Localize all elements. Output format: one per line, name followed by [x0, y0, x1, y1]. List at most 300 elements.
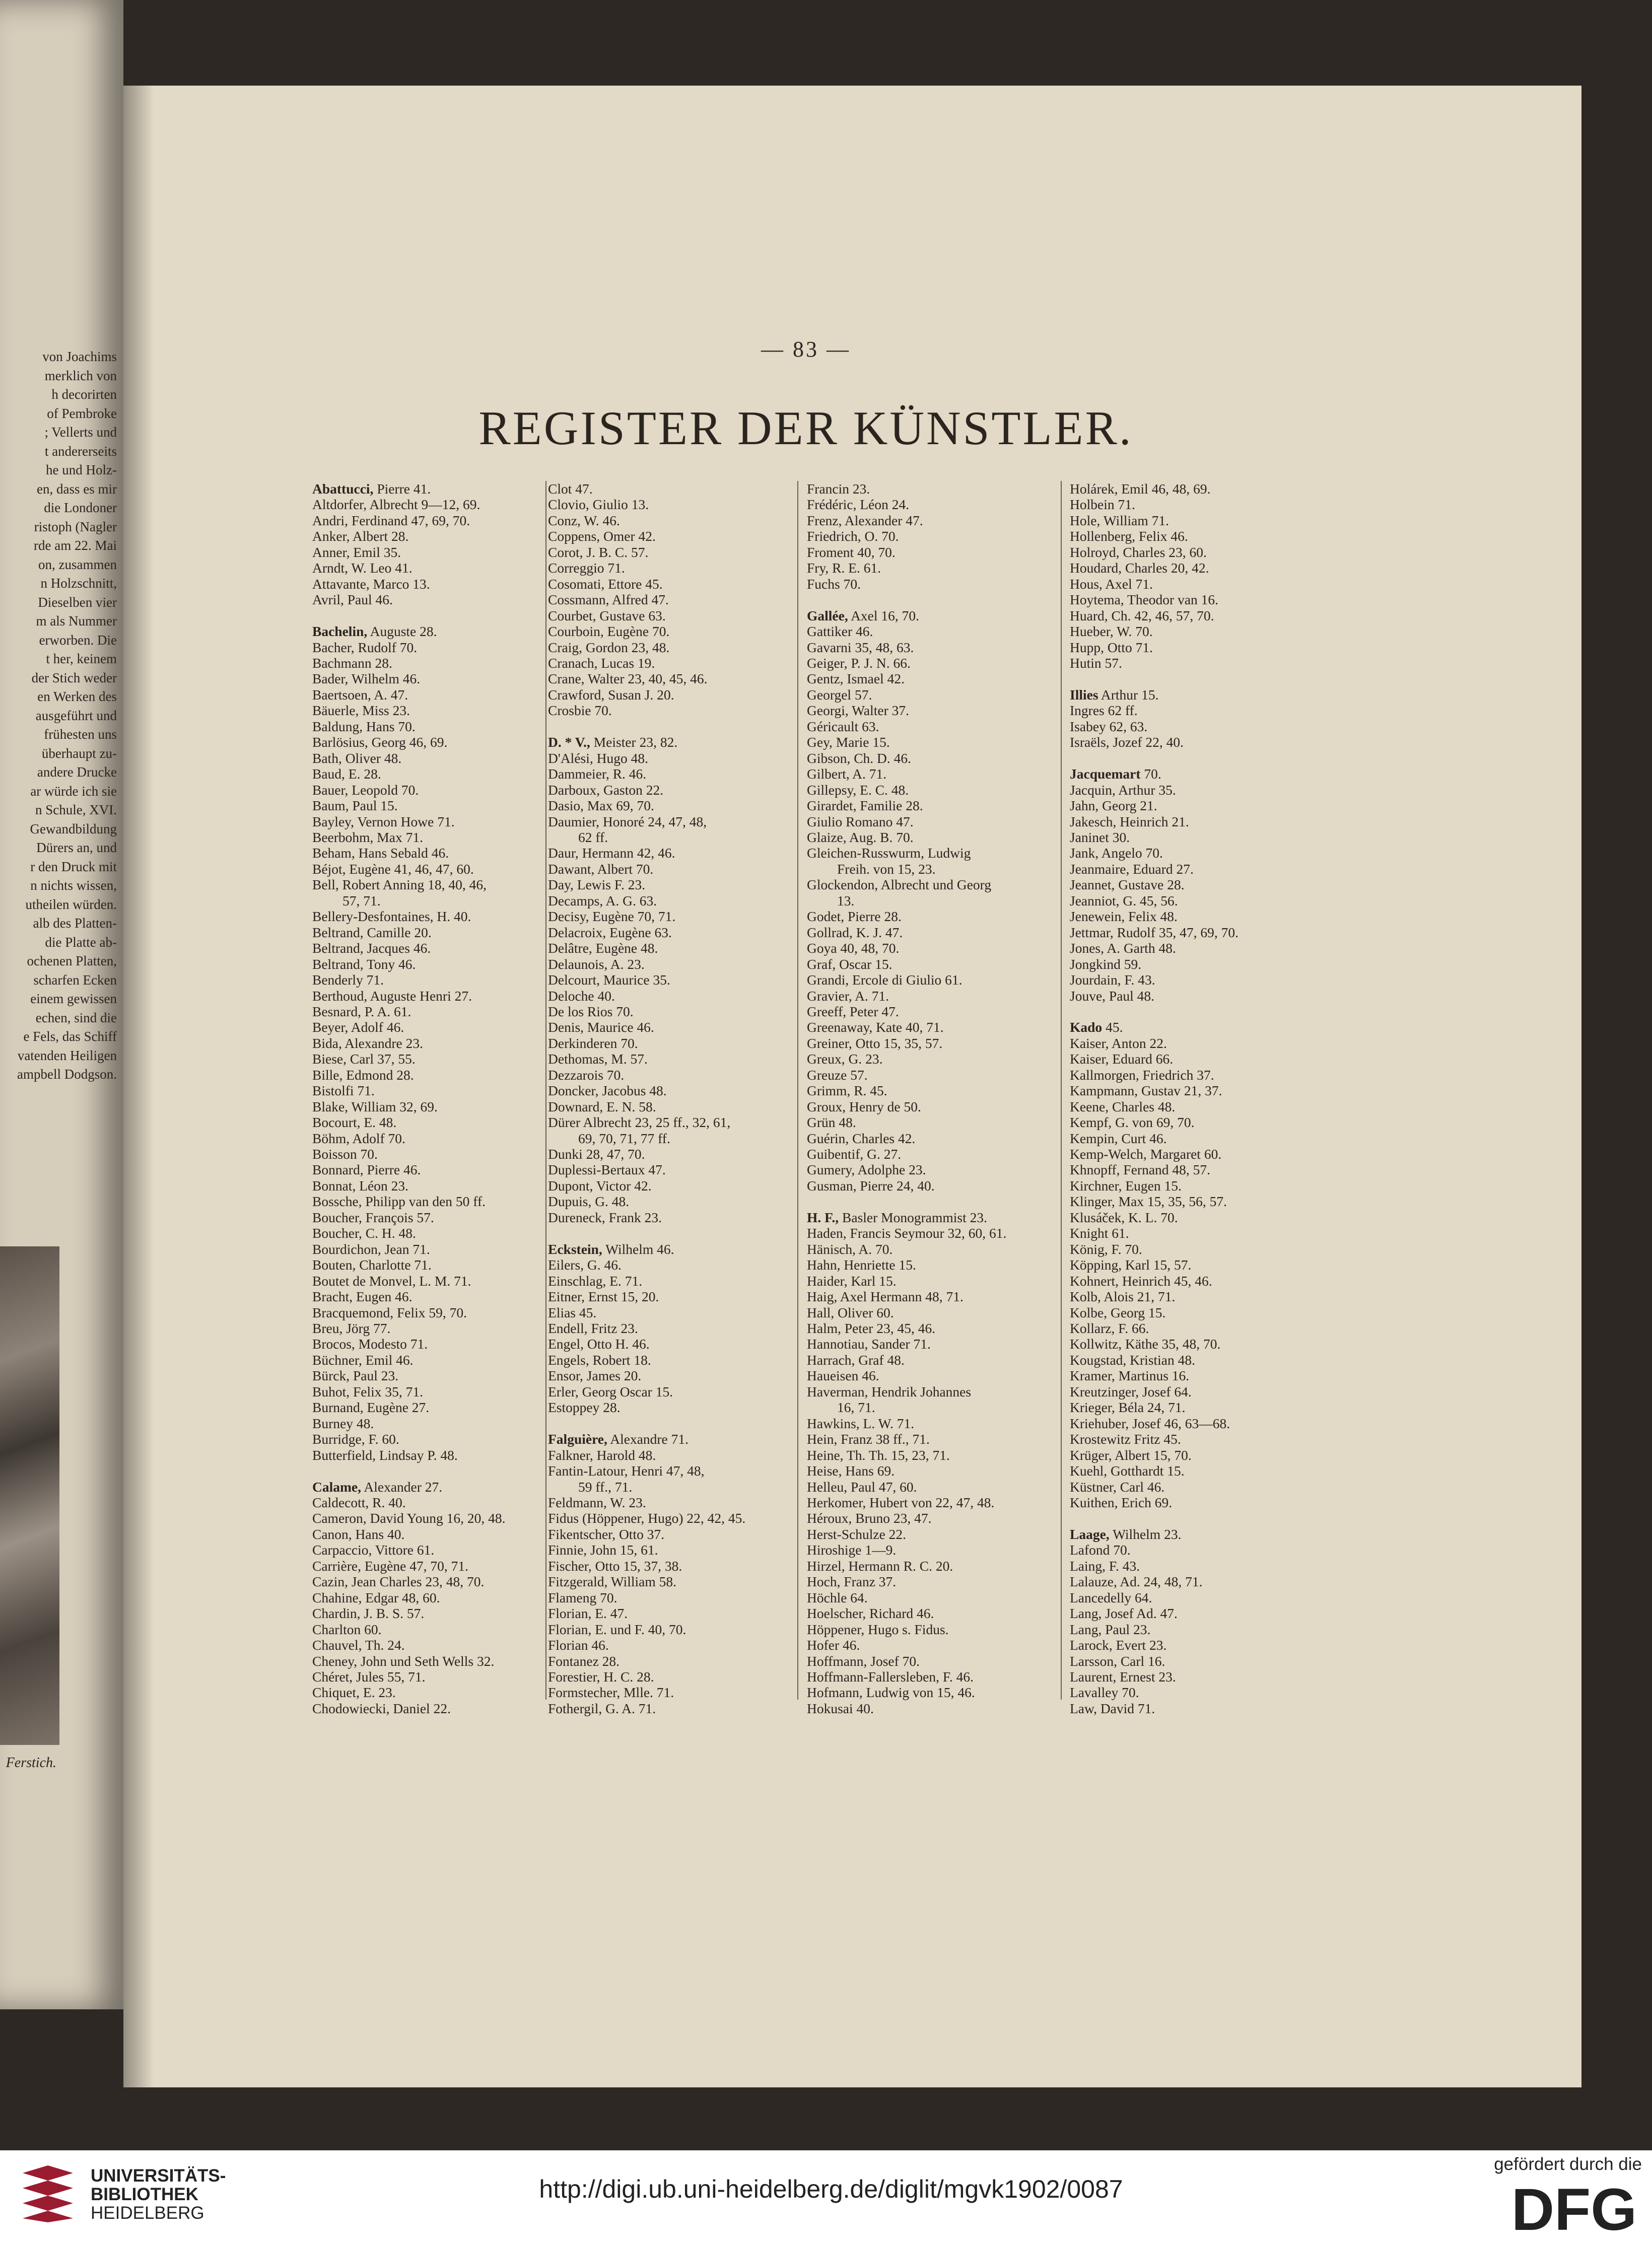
funding-label: gefördert durch die: [1494, 2154, 1642, 2174]
left-page-line: scharfen Ecken: [33, 972, 117, 988]
entry-text: Fuchs 70.: [807, 576, 861, 592]
register-entry: [548, 1669, 785, 1685]
entry-text: Kreutzinger, Josef 64.: [1070, 1383, 1192, 1399]
entry-text: Dureneck, Frank 23.: [548, 1209, 662, 1225]
entry-text: Beltrand, Camille 20.: [312, 924, 432, 940]
entry-text: Kriehuber, Josef 46, 63—68.: [1070, 1415, 1230, 1431]
register-entry: [548, 1241, 785, 1257]
register-entry: [807, 1637, 1051, 1653]
entry-text: Heise, Hans 69.: [807, 1463, 895, 1479]
entry-text: Derkinderen 70.: [548, 1035, 638, 1051]
register-entry: [1070, 877, 1319, 892]
register-entry: [807, 1273, 1051, 1289]
register-entry: [548, 1352, 785, 1368]
entry-text: Bossche, Philipp van den 50 ff.: [312, 1194, 486, 1210]
entry-text: Larsson, Carl 16.: [1070, 1653, 1165, 1669]
entry-text: Hupp, Otto 71.: [1070, 639, 1153, 655]
left-page-line: en Werken des: [37, 689, 117, 704]
entry-text: Alexander 27.: [361, 1479, 443, 1495]
register-entry: [1070, 782, 1319, 798]
entry-text: Jakesch, Heinrich 21.: [1070, 813, 1189, 829]
permalink-url[interactable]: http://digi.ub.uni-heidelberg.de/diglit/mgvk1902/0087: [539, 2175, 1123, 2203]
register-entry: [807, 1495, 1051, 1510]
entry-text: Feldmann, W. 23.: [548, 1495, 646, 1510]
register-entry: [312, 687, 534, 703]
entry-text: 70.: [1140, 766, 1161, 782]
entry-text: Barlösius, Georg 46, 69.: [312, 734, 448, 750]
register-entry: [312, 1384, 534, 1399]
register-entry: [548, 845, 785, 861]
entry-text: Kollwitz, Käthe 35, 48, 70.: [1070, 1336, 1221, 1352]
entry-text: Heine, Th. Th. 15, 23, 71.: [807, 1447, 950, 1463]
column-divider: [797, 481, 798, 1700]
entry-text: Biese, Carl 37, 55.: [312, 1051, 416, 1067]
register-entry: [548, 1542, 785, 1558]
register-entry: [548, 908, 785, 924]
register-entry: [807, 608, 1051, 623]
entry-text: Elias 45.: [548, 1304, 597, 1320]
left-page-line: t andererseits: [44, 443, 117, 459]
register-entry: [807, 1083, 1051, 1098]
entry-text: Decisy, Eugène 70, 71.: [548, 908, 676, 925]
register-entry: [807, 1479, 1051, 1495]
entry-text: Charlton 60.: [312, 1621, 382, 1637]
register-entry: [312, 1416, 534, 1431]
register-entry: [1070, 845, 1319, 861]
left-page-line: utheilen würden.: [25, 896, 117, 912]
register-entry: [548, 734, 785, 750]
register-entry: [312, 671, 534, 686]
entry-text: Forestier, H. C. 28.: [548, 1668, 654, 1685]
entry-text: Courbet, Gustave 63.: [548, 607, 666, 623]
register-entry: [807, 1622, 1051, 1637]
register-entry: [1070, 544, 1319, 560]
register-entry: [312, 988, 534, 1004]
entry-text: Crawford, Susan J. 20.: [548, 686, 674, 703]
register-entry: [1070, 1289, 1319, 1304]
entry-text: Krostewitz Fritz 45.: [1070, 1431, 1181, 1447]
register-entry: [312, 1352, 534, 1368]
register-entry: [807, 1368, 1051, 1383]
register-entry: [312, 1051, 534, 1067]
entry-text: Krieger, Béla 24, 71.: [1070, 1399, 1186, 1416]
register-entry: [312, 1336, 534, 1352]
entry-text: Crosbie 70.: [548, 703, 612, 719]
register-entry: [807, 1653, 1051, 1669]
register-entry: [548, 940, 785, 956]
register-entry: [1070, 972, 1319, 988]
register-entry: [312, 1067, 534, 1083]
register-entry: [548, 1194, 785, 1209]
entry-text: Beltrand, Tony 46.: [312, 956, 416, 972]
register-entry: [548, 481, 785, 497]
entry-headword: Bachelin,: [312, 623, 368, 640]
register-entry: [548, 1146, 785, 1162]
entry-text: Engels, Robert 18.: [548, 1352, 651, 1368]
entry-text: Lalauze, Ad. 24, 48, 71.: [1070, 1574, 1203, 1590]
left-page-line: einem gewissen: [30, 991, 117, 1006]
entry-text: Grandi, Ercole di Giulio 61.: [807, 972, 962, 988]
entry-text: Jones, A. Garth 48.: [1070, 940, 1176, 956]
register-entry: [548, 592, 785, 607]
entry-text: Chodowiecki, Daniel 22.: [312, 1700, 451, 1716]
register-entry: [1070, 1225, 1319, 1241]
left-page-line: of Pembroke: [47, 405, 117, 421]
register-entry: [1070, 1083, 1319, 1098]
entry-text: Correggio 71.: [548, 560, 625, 576]
register-entry: [1070, 925, 1319, 940]
register-entry: [548, 1210, 785, 1225]
entry-text: Gilbert, A. 71.: [807, 766, 887, 782]
register-entry: [807, 513, 1051, 528]
register-entry: [1070, 956, 1319, 972]
register-entry: [807, 782, 1051, 798]
register-entry: [807, 1305, 1051, 1320]
entry-text: Dupont, Victor 42.: [548, 1177, 652, 1194]
page-title: REGISTER DER KÜNSTLER.: [478, 401, 1133, 455]
register-entry: [807, 544, 1051, 560]
entry-text: Lancedelly 64.: [1070, 1589, 1152, 1605]
left-page-line: andere Drucke: [37, 764, 117, 780]
entry-text: Halm, Peter 23, 45, 46.: [807, 1320, 936, 1337]
register-entry: [807, 1701, 1051, 1716]
register-entry: [312, 1273, 534, 1289]
register-entry: [807, 1320, 1051, 1336]
register-entry: [807, 1510, 1051, 1526]
entry-text: Kollarz, F. 66.: [1070, 1320, 1149, 1337]
left-page-text: [0, 347, 117, 1084]
entry-text: Haden, Francis Seymour 32, 60, 61.: [807, 1225, 1007, 1241]
entry-text: Gravier, A. 71.: [807, 988, 889, 1004]
register-entry: [807, 814, 1051, 829]
register-entry: [548, 1558, 785, 1574]
entry-text: Baldung, Hans 70.: [312, 718, 416, 734]
entry-text: Jongkind 59.: [1070, 956, 1142, 972]
entry-text: Baud, E. 28.: [312, 766, 381, 782]
register-entry: [548, 1637, 785, 1653]
register-entry: [312, 655, 534, 671]
entry-text: Ensor, James 20.: [548, 1368, 642, 1384]
register-entry: [1070, 640, 1319, 655]
entry-text: Fontanez 28.: [548, 1653, 620, 1669]
entry-text: Fantin-Latour, Henri 47, 48,: [548, 1463, 705, 1479]
register-entry: [548, 497, 785, 512]
register-entry: [807, 1526, 1051, 1542]
register-entry: [548, 1336, 785, 1352]
register-entry: [1070, 1019, 1319, 1035]
entry-text: Frédéric, Léon 24.: [807, 497, 910, 513]
entry-text: Laing, F. 43.: [1070, 1558, 1140, 1574]
entry-text: Klinger, Max 15, 35, 56, 57.: [1070, 1194, 1227, 1210]
entry-text: Corot, J. B. C. 57.: [548, 544, 649, 560]
register-entry: [807, 956, 1051, 972]
entry-text: Keene, Charles 48.: [1070, 1098, 1176, 1114]
register-entry: [1070, 703, 1319, 718]
register-entry: [312, 1241, 534, 1257]
register-entry: [1070, 1067, 1319, 1083]
register-entry: [807, 1431, 1051, 1447]
register-entry: [548, 925, 785, 940]
entry-text: Höppener, Hugo s. Fidus.: [807, 1621, 949, 1637]
entry-text: Cosomati, Ettore 45.: [548, 576, 663, 592]
entry-text: 62 ff.: [578, 829, 608, 845]
entry-text: Endell, Fritz 23.: [548, 1320, 638, 1337]
entry-text: Géricault 63.: [807, 718, 879, 734]
entry-text: Gattiker 46.: [807, 623, 873, 640]
entry-text: Cheney, John und Seth Wells 32.: [312, 1653, 495, 1669]
register-entry: [1070, 1495, 1319, 1510]
register-entry: [312, 1495, 534, 1510]
register-entry: [312, 1178, 534, 1194]
entry-text: D'Alési, Hugo 48.: [548, 750, 648, 766]
entry-text: Eilers, G. 46.: [548, 1257, 622, 1273]
entry-text: Clot 47.: [548, 481, 593, 497]
entry-text: Herkomer, Hubert von 22, 47, 48.: [807, 1495, 995, 1510]
register-entry: [807, 1605, 1051, 1621]
entry-text: Boucher, François 57.: [312, 1209, 434, 1225]
left-page-line: ochenen Platten,: [27, 953, 117, 968]
entry-text: Cossmann, Alfred 47.: [548, 592, 669, 608]
entry-text: [807, 1194, 810, 1209]
register-entry: [312, 1225, 534, 1241]
register-entry: [807, 576, 1051, 592]
register-entry: [548, 829, 785, 845]
entry-text: Gillepsy, E. C. 48.: [807, 782, 909, 798]
register-entry: [312, 1510, 534, 1526]
entry-text: Hole, William 71.: [1070, 512, 1169, 528]
entry-text: Köpping, Karl 15, 57.: [1070, 1257, 1192, 1273]
entry-text: Cameron, David Young 16, 20, 48.: [312, 1510, 506, 1526]
entry-headword: Jacquemart: [1070, 766, 1141, 782]
column-divider: [545, 481, 546, 1700]
entry-text: Jeanniot, G. 45, 56.: [1070, 892, 1178, 908]
entry-text: Hokusai 40.: [807, 1700, 874, 1716]
left-page-line: ampbell Dodgson.: [17, 1067, 117, 1082]
register-entry: [312, 1210, 534, 1225]
register-entry: [312, 1004, 534, 1019]
register-column-4: [1070, 481, 1319, 1716]
entry-text: Delcourt, Maurice 35.: [548, 972, 670, 988]
entry-spacer: [807, 1194, 1051, 1209]
entry-text: Friedrich, O. 70.: [807, 528, 899, 544]
register-entry: [548, 1590, 785, 1605]
register-entry: [548, 1178, 785, 1194]
entry-text: 13.: [837, 892, 855, 908]
entry-text: Bachmann 28.: [312, 655, 392, 671]
register-entry: [312, 940, 534, 956]
entry-spacer: [1070, 750, 1319, 766]
entry-text: Hiroshige 1—9.: [807, 1542, 897, 1558]
register-entry: [312, 829, 534, 845]
entry-text: Houdard, Charles 20, 42.: [1070, 560, 1209, 576]
entry-text: Kuithen, Erich 69.: [1070, 1495, 1173, 1510]
entry-text: Gibson, Ch. D. 46.: [807, 750, 912, 766]
register-entry: [548, 893, 785, 908]
gutter-shadow: [123, 86, 154, 2087]
left-page-line: h decorirten: [51, 387, 117, 402]
entry-text: Greiner, Otto 15, 35, 57.: [807, 1035, 943, 1051]
entry-text: De los Rios 70.: [548, 1003, 634, 1019]
register-entry: [1070, 1669, 1319, 1685]
register-entry: [807, 1399, 1051, 1415]
left-page-line: n Schule, XVI.: [35, 802, 117, 817]
entry-text: Canon, Hans 40.: [312, 1526, 405, 1542]
register-entry: [312, 592, 534, 607]
entry-text: Hutin 57.: [1070, 655, 1122, 671]
register-entry: [548, 956, 785, 972]
register-entry: [312, 1605, 534, 1621]
entry-text: 69, 70, 71, 77 ff.: [578, 1130, 670, 1146]
entry-text: Florian 46.: [548, 1637, 609, 1653]
entry-spacer: [1070, 1510, 1319, 1526]
register-entry: [1070, 1210, 1319, 1225]
entry-text: Crane, Walter 23, 40, 45, 46.: [548, 671, 708, 687]
entry-text: [1070, 1510, 1073, 1526]
register-entry: [807, 1178, 1051, 1194]
register-entry: [807, 1574, 1051, 1589]
entry-text: Bouten, Charlotte 71.: [312, 1257, 432, 1273]
entry-text: Grimm, R. 45.: [807, 1083, 887, 1099]
entry-text: [1070, 671, 1073, 686]
register-entry: [807, 988, 1051, 1004]
entry-text: Coppens, Omer 42.: [548, 528, 656, 544]
register-column-1: [312, 481, 534, 1716]
entry-text: Küstner, Carl 46.: [1070, 1479, 1165, 1495]
entry-text: Dunki 28, 47, 70.: [548, 1146, 645, 1162]
entry-text: Formstecher, Mlle. 71.: [548, 1685, 674, 1701]
register-entry: [312, 1320, 534, 1336]
entry-text: [1070, 750, 1073, 766]
register-entry: [312, 1131, 534, 1146]
register-entry: [312, 766, 534, 782]
register-entry: [548, 528, 785, 544]
register-entry: [548, 1653, 785, 1669]
register-entry: [1070, 1131, 1319, 1146]
entry-text: Bille, Edmond 28.: [312, 1067, 414, 1083]
entry-text: Duplessi-Bertaux 47.: [548, 1162, 666, 1178]
register-entry: [1070, 766, 1319, 782]
entry-text: Isabey 62, 63.: [1070, 718, 1148, 734]
entry-text: Girardet, Familie 28.: [807, 798, 923, 814]
left-page-line: alb des Platten-: [33, 916, 117, 931]
register-entry: [807, 1352, 1051, 1368]
register-entry: [807, 940, 1051, 956]
entry-text: Florian, E. 47.: [548, 1605, 628, 1622]
entry-text: Gentz, Ismael 42.: [807, 671, 905, 687]
entry-text: Caldecott, R. 40.: [312, 1495, 406, 1510]
register-entry: [1070, 1479, 1319, 1495]
register-entry: [807, 750, 1051, 766]
entry-text: Dammeier, R. 46.: [548, 766, 647, 782]
register-entry: [1070, 528, 1319, 544]
entry-text: Beham, Hans Sebald 46.: [312, 845, 449, 861]
register-entry: [312, 640, 534, 655]
register-entry: [548, 1384, 785, 1399]
entry-text: Harrach, Graf 48.: [807, 1352, 905, 1368]
register-entry: [312, 1431, 534, 1447]
entry-text: Holbein 71.: [1070, 497, 1135, 513]
register-entry: [548, 1320, 785, 1336]
register-entry: [548, 655, 785, 671]
register-entry: [807, 703, 1051, 718]
register-entry: [548, 1605, 785, 1621]
left-page-line: von Joachims: [42, 349, 117, 364]
entry-text: 45.: [1102, 1019, 1123, 1035]
register-entry: [312, 1574, 534, 1589]
register-entry: [1070, 1273, 1319, 1289]
entry-headword: Kado: [1070, 1019, 1103, 1035]
register-entry: [807, 1241, 1051, 1257]
entry-spacer: [548, 1416, 785, 1431]
entry-text: Hoffmann, Josef 70.: [807, 1653, 920, 1669]
entry-text: Haueisen 46.: [807, 1368, 879, 1384]
entry-text: Gavarni 35, 48, 63.: [807, 639, 914, 655]
entry-text: Glockendon, Albrecht und Georg: [807, 877, 992, 893]
left-page-line: Gewandbildung: [30, 821, 117, 836]
register-entry: [1070, 1384, 1319, 1399]
register-entry: [807, 1019, 1051, 1035]
register-entry: [807, 560, 1051, 576]
entry-text: Erler, Georg Oscar 15.: [548, 1383, 673, 1399]
entry-text: Chahine, Edgar 48, 60.: [312, 1589, 440, 1605]
entry-text: Fry, R. E. 61.: [807, 560, 881, 576]
register-entry: [1070, 1685, 1319, 1700]
entry-text: Burney 48.: [312, 1415, 374, 1431]
register-entry: [807, 893, 1051, 908]
left-page-line: on, zusammen: [38, 556, 117, 572]
entry-text: Beerbohm, Max 71.: [312, 829, 423, 845]
entry-text: Grün 48.: [807, 1114, 856, 1131]
register-entry: [807, 528, 1051, 544]
entry-text: Gumery, Adolphe 23.: [807, 1162, 926, 1178]
register-entry: [1070, 1178, 1319, 1194]
entry-text: Glaize, Aug. B. 70.: [807, 829, 914, 845]
entry-text: Boisson 70.: [312, 1146, 378, 1162]
register-entry: [548, 988, 785, 1004]
entry-text: Haverman, Hendrik Johannes: [807, 1383, 972, 1399]
entry-text: Hous, Axel 71.: [1070, 576, 1153, 592]
register-entry: [548, 1447, 785, 1463]
register-entry: [807, 829, 1051, 845]
left-page-line: die Platte ab-: [45, 934, 117, 950]
register-entry: [548, 544, 785, 560]
register-entry: [548, 576, 785, 592]
entry-text: Kougstad, Kristian 48.: [1070, 1352, 1196, 1368]
register-entry: [548, 1067, 785, 1083]
register-entry: [807, 1463, 1051, 1479]
entry-text: Guibentif, G. 27.: [807, 1146, 902, 1162]
entry-text: Gollrad, K. J. 47.: [807, 924, 903, 940]
entry-text: Hein, Franz 38 ff., 71.: [807, 1431, 930, 1447]
entry-text: Brocos, Modesto 71.: [312, 1336, 428, 1352]
entry-headword: Gallée,: [807, 607, 848, 623]
left-page-line: vatenden Heiligen: [17, 1047, 117, 1063]
register-entry: [312, 1194, 534, 1209]
entry-text: Hollenberg, Felix 46.: [1070, 528, 1188, 544]
entry-text: Greux, G. 23.: [807, 1051, 883, 1067]
register-entry: [312, 814, 534, 829]
register-entry: [807, 671, 1051, 686]
register-entry: [548, 766, 785, 782]
entry-text: Froment 40, 70.: [807, 544, 896, 560]
register-entry: [548, 623, 785, 639]
register-entry: [1070, 861, 1319, 877]
entry-text: Craig, Gordon 23, 48.: [548, 639, 670, 655]
register-entry: [312, 908, 534, 924]
register-entry: [312, 925, 534, 940]
entry-headword: Calame,: [312, 1479, 361, 1495]
register-entry: [807, 1114, 1051, 1130]
